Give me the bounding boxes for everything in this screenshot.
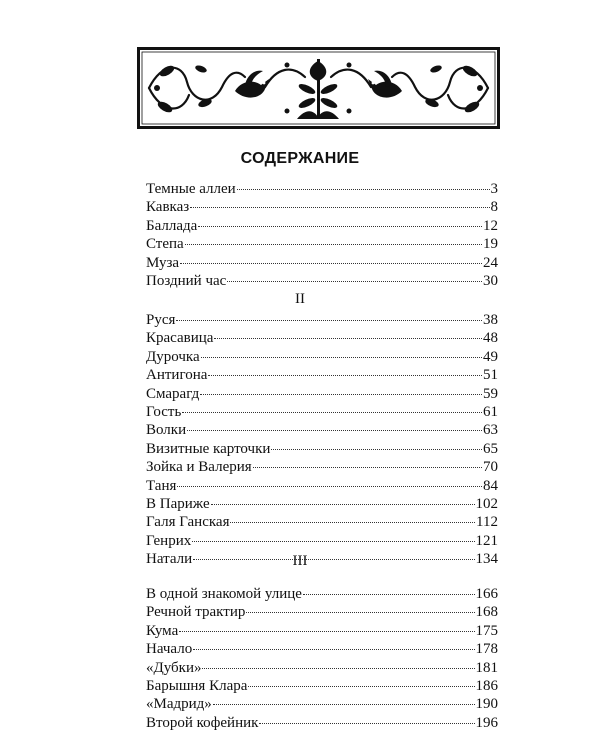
leader-dots (177, 485, 482, 487)
toc-entry-page: 134 (475, 551, 498, 568)
toc-entry-title: «Дубки» (146, 659, 202, 676)
leader-dots (185, 243, 482, 245)
toc-entry[interactable] (146, 603, 498, 621)
decorative-ornament-banner (137, 47, 500, 129)
toc-entry-page: 24 (483, 254, 498, 271)
toc-entry-title: Кума (146, 622, 179, 639)
toc-entry[interactable] (146, 659, 498, 677)
leader-dots (214, 337, 482, 339)
leader-dots (200, 393, 482, 395)
toc-entry[interactable] (146, 385, 498, 403)
toc-entry-title: Зойка и Валерия (146, 459, 252, 476)
toc-entry-title: Дурочка (146, 348, 200, 365)
toc-entry-title: Начало (146, 641, 193, 658)
toc-entry-page: 70 (483, 459, 498, 476)
toc-entry[interactable] (146, 477, 498, 495)
toc-entry-page: 65 (483, 440, 498, 457)
toc-entry-title: Руся (146, 312, 176, 328)
toc-entry[interactable] (146, 272, 498, 290)
leader-dots (271, 448, 482, 450)
leader-dots (227, 280, 482, 282)
toc-entry-page: 12 (483, 217, 498, 234)
toc-entry-page: 30 (483, 272, 498, 289)
toc-entry-page: 84 (483, 477, 498, 494)
toc-entry[interactable] (146, 198, 498, 216)
leader-dots (193, 648, 474, 650)
section-heading-3: III (292, 553, 308, 569)
toc-entry-page: 63 (483, 422, 498, 439)
toc-entry-page: 19 (483, 236, 498, 253)
leader-dots (246, 611, 474, 613)
toc-entry[interactable] (146, 217, 498, 235)
toc-entry-title: Кавказ (146, 199, 190, 216)
toc-entry[interactable] (146, 440, 498, 458)
leader-dots (187, 429, 482, 431)
toc-entry[interactable] (146, 421, 498, 439)
toc-entry-page: 166 (475, 586, 498, 602)
toc-entry-page: 102 (475, 495, 498, 512)
toc-entry-title: Красавица (146, 330, 214, 347)
leader-dots (230, 521, 475, 523)
toc-entry-page: 190 (475, 696, 498, 713)
leader-dots (253, 466, 482, 468)
toc-entry-page: 186 (475, 677, 498, 694)
toc-entry-title: Генрих (146, 532, 192, 549)
leader-dots (237, 188, 490, 190)
toc-entry-page: 178 (475, 641, 498, 658)
toc-entry-title: Второй кофейник (146, 714, 259, 731)
leader-dots (182, 411, 482, 413)
toc-entry[interactable] (146, 714, 498, 732)
toc-entry-title: Гость (146, 403, 182, 420)
leader-dots (192, 540, 474, 542)
toc-entry[interactable] (146, 640, 498, 658)
toc-entry-title: Натали (146, 551, 193, 568)
toc-entry-title: Степа (146, 236, 184, 253)
toc-entry-title: Волки (146, 422, 187, 439)
toc-entry-page: 61 (483, 403, 498, 420)
leader-dots (176, 319, 482, 321)
toc-entry[interactable] (146, 311, 498, 329)
toc-entry-title: «Мадрид» (146, 696, 212, 713)
toc-entry[interactable] (146, 348, 498, 366)
toc-entry-title: Баллада (146, 217, 198, 234)
toc-entry[interactable] (146, 254, 498, 272)
toc-entry-page: 59 (483, 385, 498, 402)
toc-entry-page: 38 (483, 312, 498, 328)
toc-entry-title: Речной трактир (146, 604, 246, 621)
toc-entry-title: Антигона (146, 367, 208, 384)
toc-entry-page: 181 (475, 659, 498, 676)
toc-entry[interactable] (146, 235, 498, 253)
toc-entry-title: Темные аллеи (146, 181, 236, 197)
toc-entry[interactable] (146, 622, 498, 640)
toc-entry[interactable] (146, 532, 498, 550)
toc-entry-title: Смарагд (146, 385, 200, 402)
toc-entry[interactable] (146, 180, 498, 198)
toc-entry-page: 196 (475, 714, 498, 731)
toc-entry-page: 51 (483, 367, 498, 384)
toc-entry-title: Муза (146, 254, 180, 271)
leader-dots (303, 593, 475, 595)
leader-dots (202, 667, 474, 669)
toc-entry[interactable] (146, 458, 498, 476)
toc-entry-title: Барышня Клара (146, 677, 248, 694)
toc-entry[interactable] (146, 513, 498, 531)
toc-entry[interactable] (146, 695, 498, 713)
leader-dots (201, 356, 482, 358)
leader-dots (213, 703, 475, 705)
leader-dots (180, 262, 482, 264)
toc-entry-page: 48 (483, 330, 498, 347)
leader-dots (259, 722, 474, 724)
toc-entry-page: 3 (490, 181, 498, 197)
toc-entry[interactable] (146, 495, 498, 513)
toc-entry-title: Галя Ганская (146, 514, 230, 531)
toc-entry[interactable] (146, 403, 498, 421)
toc-entry[interactable] (146, 677, 498, 695)
toc-entry-page: 49 (483, 348, 498, 365)
toc-entry-page: 8 (490, 199, 498, 216)
toc-entry-page: 168 (475, 604, 498, 621)
toc-entry-title: В Париже (146, 495, 210, 512)
section-heading-2: II (295, 291, 305, 307)
toc-section-1 (146, 180, 498, 290)
toc-entry-page: 175 (475, 622, 498, 639)
page-title: СОДЕРЖАНИЕ (240, 150, 360, 167)
leader-dots (190, 206, 489, 208)
toc-entry-title: В одной знакомой улице (146, 586, 302, 602)
leader-dots (208, 374, 482, 376)
toc-entry-page: 112 (476, 514, 498, 531)
leader-dots (248, 685, 474, 687)
toc-section-2 (146, 311, 498, 568)
toc-entry-title: Таня (146, 477, 177, 494)
toc-entry-page: 121 (475, 532, 498, 549)
toc-entry[interactable] (146, 585, 498, 603)
toc-entry[interactable] (146, 366, 498, 384)
toc-section-3 (146, 585, 498, 732)
toc-entry-title: Поздний час (146, 272, 227, 289)
toc-entry[interactable] (146, 329, 498, 347)
leader-dots (198, 225, 482, 227)
toc-entry-title: Визитные карточки (146, 440, 271, 457)
leader-dots (211, 503, 475, 505)
leader-dots (179, 630, 474, 632)
